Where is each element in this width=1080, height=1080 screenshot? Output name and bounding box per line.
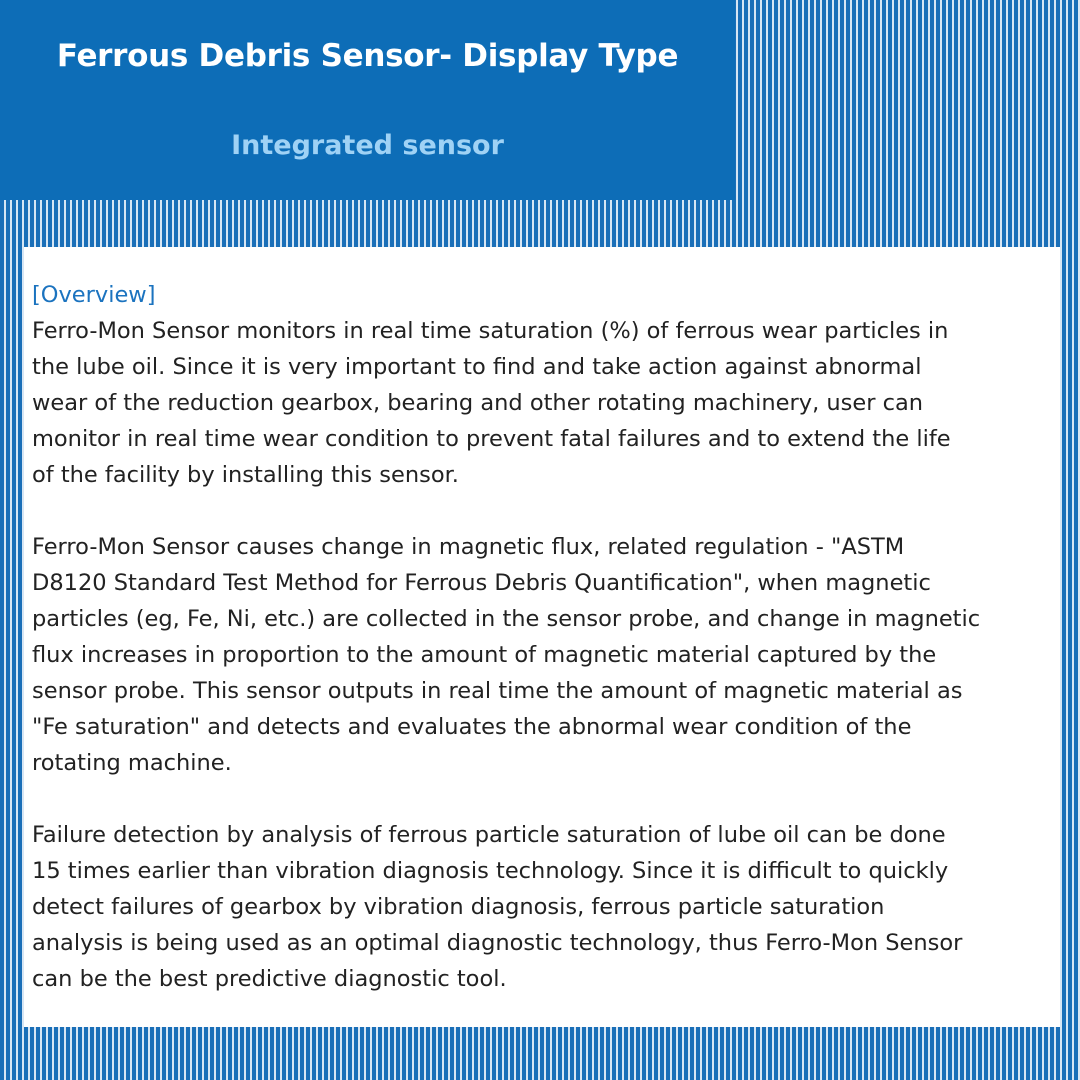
paragraph-line: D8120 Standard Test Method for Ferrous Debris Quantification", when magnetic	[32, 570, 931, 596]
page-subtitle: Integrated sensor	[231, 130, 504, 161]
paragraph-line: monitor in real time wear condition to prevent fatal failures and to extend the life	[32, 426, 951, 452]
paragraph-line: analysis is being used as an optimal diagnostic technology, thus Ferro-Mon Sensor	[32, 930, 963, 956]
paragraph-line: the lube oil. Since it is very important to find and take action against abnormal	[32, 354, 922, 380]
page-title: Ferrous Debris Sensor- Display Type	[56, 38, 679, 74]
overview-heading: [Overview]	[32, 282, 156, 308]
paragraph-gap	[32, 493, 1060, 529]
paragraph-line: Ferro-Mon Sensor causes change in magnetic flux, related regulation - "ASTM	[32, 534, 905, 560]
overview-paragraph-2	[32, 529, 1060, 781]
paragraph-line: detect failures of gearbox by vibration diagnosis, ferrous particle saturation	[32, 894, 885, 920]
paragraph-line: 15 times earlier than vibration diagnosis technology. Since it is difficult to quickly	[32, 858, 949, 884]
paragraph-line: of the facility by installing this sensor.	[32, 462, 459, 488]
header-block	[0, 0, 735, 200]
paragraph-line: "Fe saturation" and detects and evaluates the abnormal wear condition of the	[32, 714, 912, 740]
paragraph-line: can be the best predictive diagnostic tool.	[32, 966, 507, 992]
overview-paragraph-1	[32, 313, 1060, 493]
paragraph-line: sensor probe. This sensor outputs in real time the amount of magnetic material as	[32, 678, 963, 704]
overview-paragraph-3	[32, 817, 1060, 997]
paragraph-line: wear of the reduction gearbox, bearing and other rotating machinery, user can	[32, 390, 924, 416]
paragraph-gap	[32, 781, 1060, 817]
paragraph-line: particles (eg, Fe, Ni, etc.) are collected in the sensor probe, and change in magnetic	[32, 606, 981, 632]
paragraph-line: rotating machine.	[32, 750, 232, 776]
paragraph-line: Ferro-Mon Sensor monitors in real time saturation (%) of ferrous wear particles in	[32, 318, 949, 344]
content-card	[24, 247, 1060, 1027]
paragraph-line: flux increases in proportion to the amount of magnetic material captured by the	[32, 642, 937, 668]
paragraph-line: Failure detection by analysis of ferrous particle saturation of lube oil can be done	[32, 822, 946, 848]
